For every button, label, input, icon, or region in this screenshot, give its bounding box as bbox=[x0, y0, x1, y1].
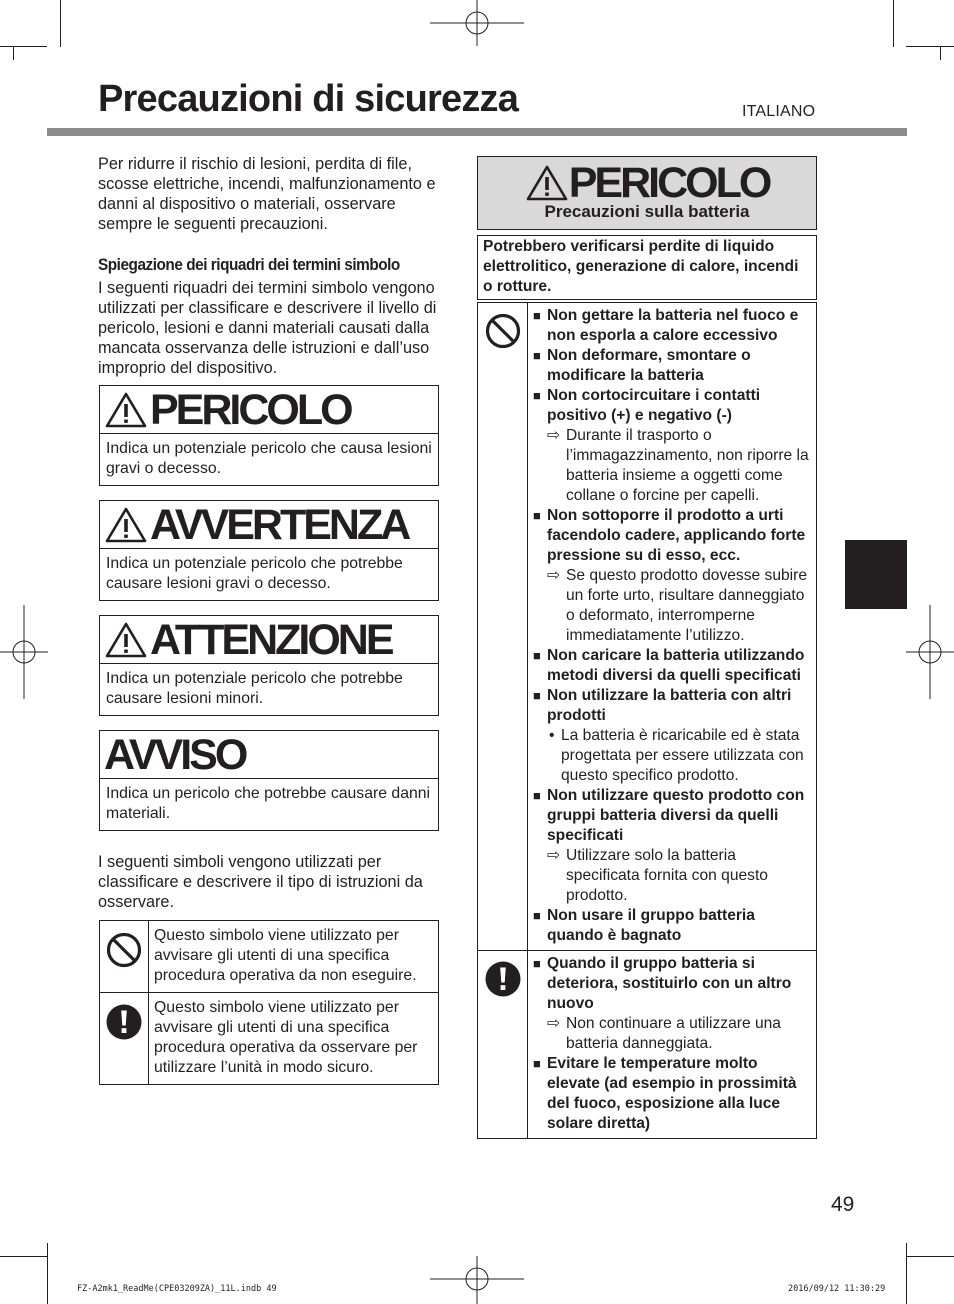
list-item: ■ Non utilizzare questo prodotto con gruppi batteria diversi da quelli specificati bbox=[533, 787, 805, 844]
language-label: ITALIANO bbox=[742, 103, 816, 120]
signal-box-header bbox=[100, 386, 438, 434]
crop-mark bbox=[906, 1243, 907, 1304]
list-item: ■ Non utilizzare la batteria con altri prodotti bbox=[533, 687, 792, 724]
title-rule bbox=[47, 128, 907, 136]
square-bullet-icon: ■ bbox=[533, 348, 541, 363]
signal-box-header bbox=[100, 616, 438, 664]
prohibition-icon bbox=[106, 932, 142, 968]
warning-triangle-icon bbox=[104, 506, 148, 544]
crop-mark bbox=[13, 46, 14, 60]
table-row bbox=[100, 921, 438, 992]
list-item: ■ Quando il gruppo batteria si deteriora, sostituirlo con un altro nuovo bbox=[533, 955, 792, 1012]
arrow-right-icon: ⇨ bbox=[547, 1015, 561, 1032]
section-subheading: Spiegazione dei riquadri dei termini simbolo bbox=[98, 256, 400, 274]
signal-box-pericolo bbox=[99, 385, 439, 486]
symbols-table bbox=[99, 920, 439, 1085]
crop-mark bbox=[47, 1243, 48, 1304]
symbol-description: Questo simbolo viene utilizzato per avvisare gli utenti di una specifica procedura operativa da osservare per utilizzare l’unità in modo sicuro. bbox=[154, 999, 418, 1076]
signal-word: ATTENZIONE bbox=[150, 615, 392, 664]
mandatory-icon bbox=[485, 961, 521, 997]
signal-word: AVVISO bbox=[104, 730, 246, 779]
banner-subtitle: Precauzioni sulla batteria bbox=[544, 202, 750, 221]
list-subitem: • La batteria è ricaricabile ed è stata progettata per essere utilizzata con questo specifico prodotto. bbox=[549, 727, 804, 784]
list-item: ■ Non gettare la batteria nel fuoco e non esporla a calore eccessivo bbox=[533, 307, 799, 344]
dot-bullet-icon: • bbox=[549, 727, 555, 744]
table-row bbox=[100, 992, 438, 1084]
symbols-intro-text: I seguenti simboli vengono utilizzati per classificare e descrivere il tipo di istruzioni da osservare. bbox=[98, 853, 423, 911]
list-subitem: ⇨ Durante il trasporto o l’immagazzinamento, non riporre la batteria insieme a oggetti come collane o forcine per capelli. bbox=[547, 427, 809, 504]
battery-warning-text: Potrebbero verificarsi perdite di liquido elettrolitico, generazione di calore, incendi o rotture. bbox=[477, 235, 817, 300]
crop-mark bbox=[60, 0, 61, 47]
registration-mark-icon bbox=[430, 1256, 524, 1304]
signal-description: Indica un potenziale pericolo che potrebbe causare lesioni gravi o decesso. bbox=[106, 555, 403, 592]
prohibition-icon bbox=[485, 313, 521, 349]
intro-text: Per ridurre il rischio di lesioni, perdita di file, scosse elettriche, incendi, malfunzionamento e danni al dispositivo o materiali, osservare sempre le seguenti precauzioni. bbox=[98, 155, 436, 233]
arrow-right-icon: ⇨ bbox=[547, 427, 561, 444]
signal-word: PERICOLO bbox=[568, 158, 770, 207]
crop-mark bbox=[0, 1256, 47, 1257]
signal-box-header bbox=[100, 501, 438, 549]
signal-word: PERICOLO bbox=[150, 385, 351, 434]
signal-box-attenzione bbox=[99, 615, 439, 716]
square-bullet-icon: ■ bbox=[533, 508, 541, 523]
page-title: Precauzioni di sicurezza bbox=[98, 78, 519, 120]
signal-box-header bbox=[100, 731, 438, 779]
arrow-right-icon: ⇨ bbox=[547, 567, 561, 584]
registration-mark-icon bbox=[0, 605, 48, 699]
footer-timestamp: 2016/09/12 11:30:29 bbox=[788, 1284, 886, 1294]
signal-description: Indica un potenziale pericolo che causa lesioni gravi o decesso. bbox=[106, 440, 432, 477]
square-bullet-icon: ■ bbox=[533, 956, 541, 971]
explanation-text: I seguenti riquadri dei termini simbolo vengono utilizzati per classificare e descrivere il livello di pericolo, lesioni e danni materiali causati dalla mancata osservanza delle istruzioni e dall’uso improprio del dispositivo. bbox=[98, 279, 437, 377]
list-item: ■ Non caricare la batteria utilizzando metodi diversi da quelli specificati bbox=[533, 647, 805, 684]
signal-description: Indica un pericolo che potrebbe causare danni materiali. bbox=[106, 785, 431, 822]
signal-word: AVVERTENZA bbox=[150, 500, 409, 549]
square-bullet-icon: ■ bbox=[533, 908, 541, 923]
registration-mark-icon bbox=[430, 0, 524, 46]
page-number: 49 bbox=[831, 1193, 855, 1216]
square-bullet-icon: ■ bbox=[533, 648, 541, 663]
section-tab bbox=[845, 540, 907, 609]
list-item: ■ Non cortocircuitare i contatti positivo (+) e negativo (-) bbox=[533, 387, 761, 424]
signal-box-avvertenza bbox=[99, 500, 439, 601]
square-bullet-icon: ■ bbox=[533, 308, 541, 323]
table-row bbox=[478, 950, 816, 1138]
warning-triangle-icon bbox=[104, 391, 148, 429]
square-bullet-icon: ■ bbox=[533, 788, 541, 803]
danger-banner bbox=[477, 156, 817, 230]
list-item: ■ Non sottoporre il prodotto a urti facendolo cadere, applicando forte pressione su di esso, ecc. bbox=[533, 507, 806, 564]
crop-mark bbox=[906, 46, 954, 47]
registration-mark-icon bbox=[906, 605, 954, 699]
table-row bbox=[478, 303, 816, 950]
crop-mark bbox=[893, 0, 894, 47]
list-item: ■ Evitare le temperature molto elevate (ad esempio in prossimità del fuoco, esposizione alla luce solare diretta) bbox=[533, 1055, 797, 1132]
square-bullet-icon: ■ bbox=[533, 688, 541, 703]
signal-box-avviso bbox=[99, 730, 439, 831]
arrow-right-icon: ⇨ bbox=[547, 847, 561, 864]
warning-triangle-icon bbox=[525, 164, 569, 202]
crop-mark bbox=[940, 46, 941, 60]
warning-triangle-icon bbox=[104, 621, 148, 659]
list-subitem: ⇨ Non continuare a utilizzare una batteria danneggiata. bbox=[547, 1015, 781, 1052]
battery-precautions-table bbox=[477, 302, 817, 1139]
mandatory-list bbox=[528, 951, 816, 1138]
symbol-description: Questo simbolo viene utilizzato per avvisare gli utenti di una specifica procedura operativa da non eseguire. bbox=[154, 927, 417, 984]
mandatory-icon bbox=[106, 1004, 142, 1040]
list-item: ■ Non deformare, smontare o modificare la batteria bbox=[533, 347, 751, 384]
crop-mark bbox=[0, 46, 47, 47]
square-bullet-icon: ■ bbox=[533, 388, 541, 403]
square-bullet-icon: ■ bbox=[533, 1056, 541, 1071]
prohibited-list bbox=[528, 303, 816, 950]
list-subitem: ⇨ Se questo prodotto dovesse subire un forte urto, risultare danneggiato o deformato, interromperne immediatamente l’utilizzo. bbox=[547, 567, 807, 644]
crop-mark bbox=[906, 1256, 954, 1257]
list-subitem: ⇨ Utilizzare solo la batteria specificata fornita con questo prodotto. bbox=[547, 847, 768, 904]
footer-filename: FZ-A2mk1_ReadMe(CPE03209ZA)_11L.indb 49 bbox=[77, 1284, 277, 1294]
list-item: ■ Non usare il gruppo batteria quando è bagnato bbox=[533, 907, 755, 944]
signal-description: Indica un potenziale pericolo che potrebbe causare lesioni minori. bbox=[106, 670, 403, 707]
